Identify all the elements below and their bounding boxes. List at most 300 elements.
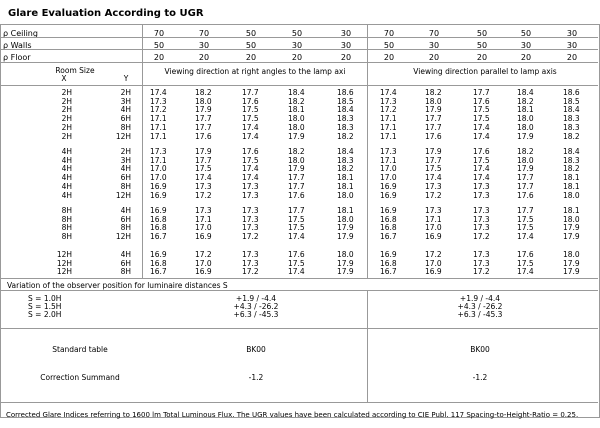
standard-table-left: BK00 <box>246 345 266 354</box>
room-x-cell: 4H <box>61 173 72 183</box>
ugr-value-cell: 17.9 <box>195 105 212 115</box>
ugr-value-cell: 18.1 <box>337 181 354 191</box>
ugr-value-cell: 18.3 <box>337 122 354 132</box>
ugr-value-cell: 16.8 <box>380 223 397 233</box>
reflectance-value: 20 <box>476 53 488 62</box>
ugr-value-cell: 18.0 <box>288 155 305 165</box>
reflectance-value: 70 <box>428 29 440 38</box>
reflectance-value: 50 <box>245 41 257 50</box>
ugr-value-cell: 16.9 <box>380 250 397 259</box>
reflectance-value: 20 <box>383 53 395 62</box>
table-row <box>0 115 600 123</box>
ugr-value-cell: 17.9 <box>337 223 354 233</box>
ugr-value-cell: 18.0 <box>337 214 354 224</box>
ugr-value-cell: 17.3 <box>473 190 490 200</box>
ugr-value-cell: 17.5 <box>288 223 305 233</box>
divider <box>0 85 598 86</box>
ugr-value-cell: 17.7 <box>425 122 442 132</box>
ugr-value-cell: 17.3 <box>242 214 259 224</box>
column-divider <box>367 24 368 278</box>
ugr-value-cell: 17.9 <box>563 223 580 233</box>
ugr-value-cell: 18.0 <box>425 96 442 106</box>
divider <box>0 62 598 63</box>
ugr-value-cell: 16.9 <box>425 267 442 277</box>
reflectance-value: 20 <box>428 53 440 62</box>
ugr-value-cell: 18.6 <box>337 88 354 97</box>
ugr-value-cell: 18.5 <box>337 96 354 106</box>
ugr-value-cell: 18.2 <box>517 96 534 106</box>
reflectance-value: 30 <box>428 41 440 50</box>
reflectance-value: 20 <box>291 53 303 62</box>
room-x-cell: 2H <box>61 105 72 115</box>
ugr-value-cell: 17.7 <box>242 88 259 97</box>
ugr-value-cell: 17.4 <box>288 267 305 277</box>
ugr-value-cell: 17.1 <box>425 214 442 224</box>
room-x-cell: 4H <box>61 147 72 156</box>
ugr-value-cell: 18.5 <box>563 96 580 106</box>
ugr-value-cell: 17.1 <box>150 131 167 141</box>
reflectance-value: 30 <box>566 41 578 50</box>
ugr-value-cell: 17.3 <box>473 223 490 233</box>
ugr-value-cell: 17.4 <box>150 88 167 97</box>
ugr-value-cell: 17.2 <box>425 250 442 259</box>
footer-note: Corrected Glare Indices referring to 1600 lm Total Luminous Flux. The UGR values have been calculated according to CIE Publ. 117 Spacing-to-Height-Ratio = 0.25. <box>6 411 579 419</box>
table-row <box>0 183 600 191</box>
ugr-value-cell: 17.4 <box>242 173 259 183</box>
ugr-value-cell: 17.3 <box>473 214 490 224</box>
table-row <box>0 207 600 215</box>
ugr-value-cell: 17.7 <box>288 181 305 191</box>
ugr-value-cell: 17.0 <box>195 223 212 233</box>
spacing-label: S = 1.0H <box>28 294 62 303</box>
ugr-value-cell: 17.9 <box>563 267 580 277</box>
ugr-value-cell: 17.7 <box>425 155 442 165</box>
room-size-label: Room Size <box>55 66 95 75</box>
reflectance-value: 20 <box>198 53 210 62</box>
ugr-value-cell: 17.6 <box>195 131 212 141</box>
ugr-value-cell: 17.5 <box>517 223 534 233</box>
room-x-cell: 2H <box>61 96 72 106</box>
table-row <box>0 251 600 259</box>
room-y-cell: 12H <box>115 232 131 242</box>
ugr-value-cell: 18.0 <box>517 155 534 165</box>
ugr-value-cell: 18.2 <box>563 131 580 141</box>
ugr-value-cell: 17.4 <box>517 267 534 277</box>
ugr-value-cell: 17.5 <box>288 258 305 268</box>
ugr-value-cell: 16.7 <box>380 232 397 242</box>
ugr-value-cell: 17.2 <box>242 267 259 277</box>
table-row <box>0 192 600 200</box>
room-x-cell: 8H <box>61 223 72 233</box>
ugr-value-cell: 18.4 <box>563 147 580 156</box>
ugr-value-cell: 18.2 <box>288 147 305 156</box>
ugr-value-cell: 17.1 <box>380 114 397 124</box>
table-row <box>0 89 600 97</box>
ugr-value-cell: 17.3 <box>380 96 397 106</box>
reflectance-value: 30 <box>198 41 210 50</box>
ugr-value-cell: 17.6 <box>473 147 490 156</box>
ugr-value-cell: 17.6 <box>288 190 305 200</box>
correction-summand-left: -1.2 <box>248 373 264 382</box>
ugr-value-cell: 17.9 <box>288 164 305 174</box>
ugr-value-cell: 18.3 <box>337 114 354 124</box>
table-row <box>0 133 600 141</box>
ugr-value-cell: 17.4 <box>425 173 442 183</box>
ugr-value-cell: 18.2 <box>425 88 442 97</box>
room-y-cell: 4H <box>120 164 131 174</box>
ugr-value-cell: 16.9 <box>150 181 167 191</box>
reflectance-value: 20 <box>245 53 257 62</box>
ugr-value-cell: 16.8 <box>150 223 167 233</box>
room-y-cell: 4H <box>120 250 131 259</box>
ugr-value-cell: 17.3 <box>242 181 259 191</box>
ugr-value-cell: 17.6 <box>517 250 534 259</box>
view-perpendicular-label: Viewing direction at right angles to the lamp axi <box>164 67 346 76</box>
standard-table-right: BK00 <box>470 345 490 354</box>
reflectance-value: 20 <box>566 53 578 62</box>
ugr-value-cell: 18.0 <box>337 190 354 200</box>
room-y-cell: 6H <box>120 214 131 224</box>
room-y-cell: 3H <box>120 96 131 106</box>
ugr-value-cell: 17.0 <box>150 164 167 174</box>
spacing-left-value: +6.3 / -45.3 <box>233 310 279 319</box>
ugr-value-cell: 17.5 <box>242 105 259 115</box>
reflectance-label: ρ Walls <box>3 41 32 50</box>
ugr-value-cell: 17.4 <box>195 173 212 183</box>
variation-note: Variation of the observer position for luminaire distances S <box>7 281 228 290</box>
reflectance-value: 50 <box>476 41 488 50</box>
ugr-value-cell: 16.9 <box>150 250 167 259</box>
ugr-value-cell: 18.0 <box>337 250 354 259</box>
room-y-cell: 6H <box>120 173 131 183</box>
ugr-value-cell: 17.2 <box>150 105 167 115</box>
reflectance-value: 30 <box>291 41 303 50</box>
ugr-value-cell: 16.8 <box>380 258 397 268</box>
reflectance-value: 20 <box>153 53 165 62</box>
reflectance-value: 70 <box>153 29 165 38</box>
room-x-cell: 2H <box>61 114 72 124</box>
ugr-value-cell: 18.1 <box>288 105 305 115</box>
reflectance-value: 70 <box>198 29 210 38</box>
spacing-right-value: +6.3 / -45.3 <box>457 310 503 319</box>
table-row <box>0 233 600 241</box>
ugr-value-cell: 17.9 <box>337 232 354 242</box>
ugr-value-cell: 17.4 <box>473 173 490 183</box>
divider <box>0 278 598 279</box>
ugr-value-cell: 16.7 <box>150 232 167 242</box>
ugr-value-cell: 17.0 <box>195 258 212 268</box>
ugr-value-cell: 18.0 <box>517 122 534 132</box>
ugr-value-cell: 17.3 <box>195 206 212 215</box>
ugr-value-cell: 17.5 <box>473 155 490 165</box>
ugr-value-cell: 17.1 <box>195 214 212 224</box>
room-y-cell: 8H <box>120 122 131 132</box>
ugr-value-cell: 18.4 <box>337 147 354 156</box>
ugr-value-cell: 16.9 <box>380 190 397 200</box>
ugr-value-cell: 17.3 <box>150 96 167 106</box>
ugr-value-cell: 16.8 <box>150 258 167 268</box>
ugr-value-cell: 17.3 <box>242 206 259 215</box>
reflectance-label: ρ Ceiling <box>3 29 38 38</box>
ugr-value-cell: 16.9 <box>195 232 212 242</box>
ugr-value-cell: 17.9 <box>517 131 534 141</box>
spacing-left-value: +4.3 / -26.2 <box>233 302 279 311</box>
ugr-value-cell: 17.5 <box>242 155 259 165</box>
ugr-value-cell: 16.8 <box>380 214 397 224</box>
reflectance-value: 30 <box>340 41 352 50</box>
ugr-value-cell: 17.7 <box>425 114 442 124</box>
ugr-value-cell: 17.9 <box>195 147 212 156</box>
ugr-value-cell: 18.2 <box>337 164 354 174</box>
ugr-value-cell: 18.1 <box>563 173 580 183</box>
ugr-value-cell: 18.0 <box>563 214 580 224</box>
ugr-value-cell: 17.7 <box>517 206 534 215</box>
room-x-cell: 2H <box>61 131 72 141</box>
reflectance-value: 50 <box>153 41 165 50</box>
room-x-cell: 8H <box>61 214 72 224</box>
divider <box>0 328 598 329</box>
ugr-value-cell: 18.4 <box>337 105 354 115</box>
reflectance-value: 20 <box>520 53 532 62</box>
ugr-value-cell: 17.2 <box>380 105 397 115</box>
ugr-value-cell: 17.7 <box>195 155 212 165</box>
ugr-value-cell: 17.9 <box>337 267 354 277</box>
room-y-cell: 4H <box>120 105 131 115</box>
ugr-value-cell: 16.9 <box>425 232 442 242</box>
reflectance-value: 20 <box>340 53 352 62</box>
room-x-cell: 12H <box>56 267 72 277</box>
ugr-value-cell: 18.1 <box>517 105 534 115</box>
ugr-value-cell: 18.0 <box>563 190 580 200</box>
ugr-value-cell: 17.3 <box>150 147 167 156</box>
ugr-value-cell: 18.2 <box>517 147 534 156</box>
reflectance-value: 30 <box>340 29 352 38</box>
reflectance-label: ρ Floor <box>3 53 31 62</box>
ugr-value-cell: 17.3 <box>473 206 490 215</box>
ugr-value-cell: 17.6 <box>242 147 259 156</box>
ugr-value-cell: 17.6 <box>242 96 259 106</box>
ugr-value-cell: 17.0 <box>380 173 397 183</box>
room-x-cell: 12H <box>56 258 72 268</box>
room-y-cell: 4H <box>120 206 131 215</box>
spacing-label: S = 1.5H <box>28 302 62 311</box>
ugr-value-cell: 17.6 <box>288 250 305 259</box>
spacing-left-value: +1.9 / -4.4 <box>235 294 277 303</box>
ugr-value-cell: 17.5 <box>288 214 305 224</box>
ugr-value-cell: 17.0 <box>425 223 442 233</box>
ugr-value-cell: 17.9 <box>517 164 534 174</box>
ugr-value-cell: 17.3 <box>242 258 259 268</box>
ugr-value-cell: 17.5 <box>473 114 490 124</box>
spacing-label: S = 2.0H <box>28 310 62 319</box>
ugr-value-cell: 17.5 <box>425 164 442 174</box>
table-row <box>0 148 600 156</box>
ugr-value-cell: 18.3 <box>337 155 354 165</box>
ugr-value-cell: 17.3 <box>242 250 259 259</box>
ugr-value-cell: 17.3 <box>242 223 259 233</box>
room-x-cell: 12H <box>56 250 72 259</box>
ugr-value-cell: 17.9 <box>563 232 580 242</box>
ugr-value-cell: 18.2 <box>337 131 354 141</box>
divider <box>0 402 598 403</box>
ugr-value-cell: 18.0 <box>288 114 305 124</box>
ugr-value-cell: 17.0 <box>380 164 397 174</box>
ugr-value-cell: 17.5 <box>517 258 534 268</box>
ugr-value-cell: 17.3 <box>473 181 490 191</box>
ugr-value-cell: 16.7 <box>380 267 397 277</box>
ugr-value-cell: 17.6 <box>473 96 490 106</box>
ugr-value-cell: 17.4 <box>473 122 490 132</box>
y-label: Y <box>123 74 129 83</box>
ugr-value-cell: 18.4 <box>288 88 305 97</box>
reflectance-value: 50 <box>383 41 395 50</box>
ugr-value-cell: 17.3 <box>195 181 212 191</box>
ugr-value-cell: 17.6 <box>425 131 442 141</box>
room-x-cell: 2H <box>61 122 72 132</box>
room-x-cell: 8H <box>61 206 72 215</box>
reflectance-value: 50 <box>520 29 532 38</box>
ugr-value-cell: 17.4 <box>242 122 259 132</box>
divider <box>0 290 598 291</box>
room-x-cell: 8H <box>61 232 72 242</box>
correction-summand-label: Correction Summand <box>40 373 120 382</box>
ugr-value-cell: 18.1 <box>337 206 354 215</box>
room-y-cell: 12H <box>115 131 131 141</box>
column-divider <box>367 290 368 402</box>
room-y-cell: 6H <box>120 114 131 124</box>
ugr-value-cell: 16.9 <box>150 190 167 200</box>
ugr-value-cell: 18.4 <box>563 105 580 115</box>
reflectance-value: 50 <box>476 29 488 38</box>
ugr-value-cell: 17.7 <box>195 114 212 124</box>
room-x-cell: 4H <box>61 155 72 165</box>
ugr-value-cell: 17.5 <box>517 214 534 224</box>
ugr-value-cell: 16.9 <box>150 206 167 215</box>
ugr-value-cell: 18.1 <box>563 206 580 215</box>
view-parallel-label: Viewing direction parallel to lamp axis <box>413 67 557 76</box>
ugr-value-cell: 17.0 <box>425 258 442 268</box>
ugr-value-cell: 17.3 <box>425 206 442 215</box>
reflectance-value: 50 <box>245 29 257 38</box>
page-title: Glare Evaluation According to UGR <box>8 8 204 19</box>
room-y-cell: 8H <box>120 223 131 233</box>
ugr-value-cell: 17.7 <box>517 173 534 183</box>
room-y-cell: 8H <box>120 267 131 277</box>
ugr-value-cell: 17.6 <box>517 190 534 200</box>
ugr-value-cell: 18.0 <box>288 122 305 132</box>
reflectance-value: 30 <box>520 41 532 50</box>
ugr-value-cell: 17.9 <box>288 131 305 141</box>
table-row <box>0 268 600 276</box>
ugr-value-cell: 17.0 <box>150 173 167 183</box>
room-y-cell: 3H <box>120 155 131 165</box>
room-y-cell: 8H <box>120 181 131 191</box>
ugr-value-cell: 16.9 <box>380 181 397 191</box>
ugr-value-cell: 18.1 <box>563 181 580 191</box>
ugr-value-cell: 17.3 <box>242 190 259 200</box>
ugr-value-cell: 17.2 <box>195 250 212 259</box>
ugr-value-cell: 17.2 <box>242 232 259 242</box>
ugr-value-cell: 18.0 <box>563 250 580 259</box>
ugr-value-cell: 18.3 <box>563 122 580 132</box>
ugr-value-cell: 17.4 <box>288 232 305 242</box>
ugr-value-cell: 18.6 <box>563 88 580 97</box>
ugr-value-cell: 17.1 <box>150 122 167 132</box>
ugr-value-cell: 17.9 <box>425 147 442 156</box>
ugr-value-cell: 16.9 <box>195 267 212 277</box>
room-x-cell: 4H <box>61 164 72 174</box>
ugr-value-cell: 18.3 <box>563 155 580 165</box>
room-y-cell: 12H <box>115 190 131 200</box>
ugr-value-cell: 18.2 <box>195 88 212 97</box>
x-label: X <box>61 74 67 83</box>
divider <box>0 37 598 38</box>
ugr-value-cell: 17.1 <box>380 122 397 132</box>
ugr-value-cell: 17.2 <box>473 232 490 242</box>
ugr-value-cell: 17.9 <box>337 258 354 268</box>
ugr-value-cell: 17.3 <box>425 181 442 191</box>
ugr-value-cell: 18.0 <box>517 114 534 124</box>
standard-table-label: Standard table <box>52 345 108 354</box>
room-y-cell: 6H <box>120 258 131 268</box>
ugr-value-cell: 17.4 <box>242 164 259 174</box>
ugr-value-cell: 17.7 <box>288 173 305 183</box>
ugr-value-cell: 17.3 <box>473 250 490 259</box>
ugr-value-cell: 17.3 <box>380 147 397 156</box>
room-x-cell: 4H <box>61 190 72 200</box>
ugr-value-cell: 18.2 <box>288 96 305 106</box>
spacing-right-value: +4.3 / -26.2 <box>457 302 503 311</box>
ugr-value-cell: 16.8 <box>150 214 167 224</box>
ugr-value-cell: 18.1 <box>337 173 354 183</box>
room-y-cell: 2H <box>120 147 131 156</box>
ugr-value-cell: 16.9 <box>380 206 397 215</box>
column-divider <box>142 24 143 278</box>
ugr-value-cell: 17.2 <box>195 190 212 200</box>
ugr-value-cell: 17.9 <box>563 258 580 268</box>
ugr-value-cell: 17.7 <box>473 88 490 97</box>
ugr-value-cell: 17.4 <box>473 131 490 141</box>
ugr-value-cell: 17.1 <box>150 114 167 124</box>
ugr-value-cell: 17.5 <box>473 105 490 115</box>
ugr-value-cell: 17.5 <box>195 164 212 174</box>
ugr-value-cell: 18.3 <box>563 114 580 124</box>
ugr-value-cell: 16.7 <box>150 267 167 277</box>
ugr-value-cell: 17.1 <box>150 155 167 165</box>
room-x-cell: 4H <box>61 181 72 191</box>
ugr-value-cell: 17.5 <box>242 114 259 124</box>
ugr-value-cell: 17.2 <box>473 267 490 277</box>
ugr-value-cell: 17.4 <box>517 232 534 242</box>
ugr-value-cell: 18.0 <box>195 96 212 106</box>
reflectance-value: 30 <box>566 29 578 38</box>
ugr-value-cell: 17.2 <box>425 190 442 200</box>
ugr-value-cell: 17.7 <box>195 122 212 132</box>
ugr-value-cell: 17.1 <box>380 155 397 165</box>
reflectance-value: 50 <box>291 29 303 38</box>
ugr-value-cell: 17.4 <box>473 164 490 174</box>
table-row <box>0 174 600 182</box>
ugr-value-cell: 17.4 <box>380 88 397 97</box>
ugr-value-cell: 17.7 <box>517 181 534 191</box>
divider <box>0 49 598 50</box>
ugr-value-cell: 17.4 <box>242 131 259 141</box>
ugr-value-cell: 17.9 <box>425 105 442 115</box>
ugr-value-cell: 17.7 <box>288 206 305 215</box>
reflectance-value: 70 <box>383 29 395 38</box>
ugr-value-cell: 17.3 <box>473 258 490 268</box>
ugr-value-cell: 18.2 <box>563 164 580 174</box>
